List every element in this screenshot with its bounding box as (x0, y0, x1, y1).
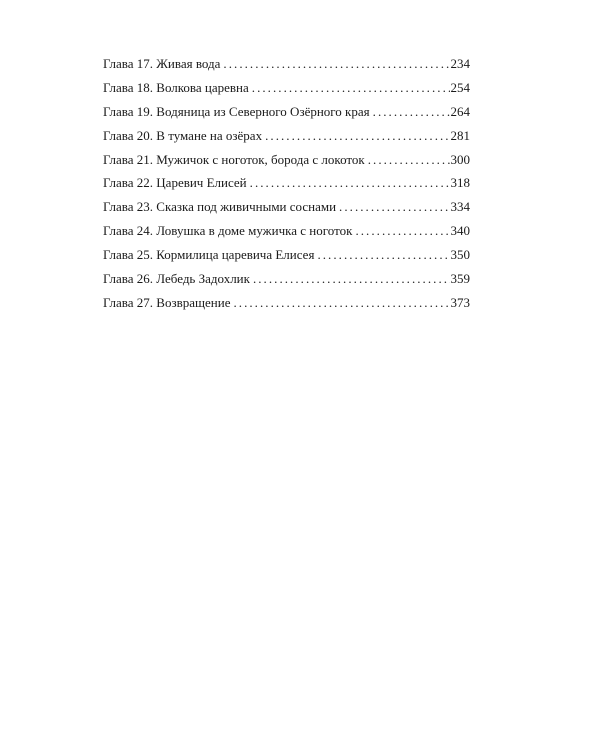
toc-entry-page: 334 (450, 199, 470, 215)
dot-leader (223, 56, 449, 72)
toc-entry-title: Глава 22. Царевич Елисей (103, 175, 247, 191)
dot-leader (339, 199, 449, 215)
toc-entry-page: 234 (450, 56, 470, 71)
toc-entry-25 (103, 247, 470, 271)
dot-leader (250, 175, 450, 191)
toc-entry-22 (103, 175, 470, 199)
toc-entry-18 (103, 80, 470, 104)
toc-entry-title: Глава 18. Волкова царевна (103, 79, 249, 95)
dot-leader (253, 271, 450, 287)
toc-entry-title: Глава 19. Водяница из Северного Озёрного края (103, 103, 370, 119)
toc-entry-title: Глава 17. Живая вода (103, 56, 221, 71)
toc-entry-title: Глава 26. Лебедь Задохлик (103, 271, 250, 287)
dot-leader (265, 128, 449, 144)
toc-entry-page: 350 (450, 247, 470, 263)
table-of-contents (103, 56, 470, 319)
toc-entry-page: 373 (450, 294, 470, 310)
toc-entry-title: Глава 27. Возвращение (103, 294, 231, 310)
toc-entry-page: 254 (450, 79, 470, 95)
toc-entry-title: Глава 23. Сказка под живичными соснами (103, 199, 337, 215)
toc-entry-26 (103, 271, 470, 295)
toc-entry-title: Глава 24. Ловушка в доме мужичка с ноготок (103, 223, 353, 239)
toc-entry-title: Глава 21. Мужичок с ноготок, борода с локоток (103, 151, 365, 167)
toc-entry-page: 340 (450, 223, 470, 239)
toc-entry-page: 300 (450, 151, 470, 167)
toc-entry-page: 264 (450, 103, 470, 119)
toc-entry-24 (103, 223, 470, 247)
toc-entry-21 (103, 152, 470, 176)
dot-leader (355, 223, 449, 239)
dot-leader (233, 295, 449, 311)
toc-entry-page: 359 (450, 271, 470, 287)
toc-entry-page: 318 (450, 175, 470, 191)
toc-entry-17 (103, 56, 470, 80)
toc-entry-23 (103, 199, 470, 223)
toc-entry-19 (103, 104, 470, 128)
dot-leader (252, 80, 450, 96)
toc-entry-title: Глава 25. Кормилица царевича Елисея (103, 247, 315, 263)
toc-entry-page: 281 (450, 127, 470, 143)
dot-leader (368, 152, 450, 168)
toc-entry-27 (103, 295, 470, 319)
toc-entry-20 (103, 128, 470, 152)
toc-entry-title: Глава 20. В тумане на озёрах (103, 127, 263, 143)
dot-leader (317, 247, 449, 263)
dot-leader (373, 104, 450, 120)
